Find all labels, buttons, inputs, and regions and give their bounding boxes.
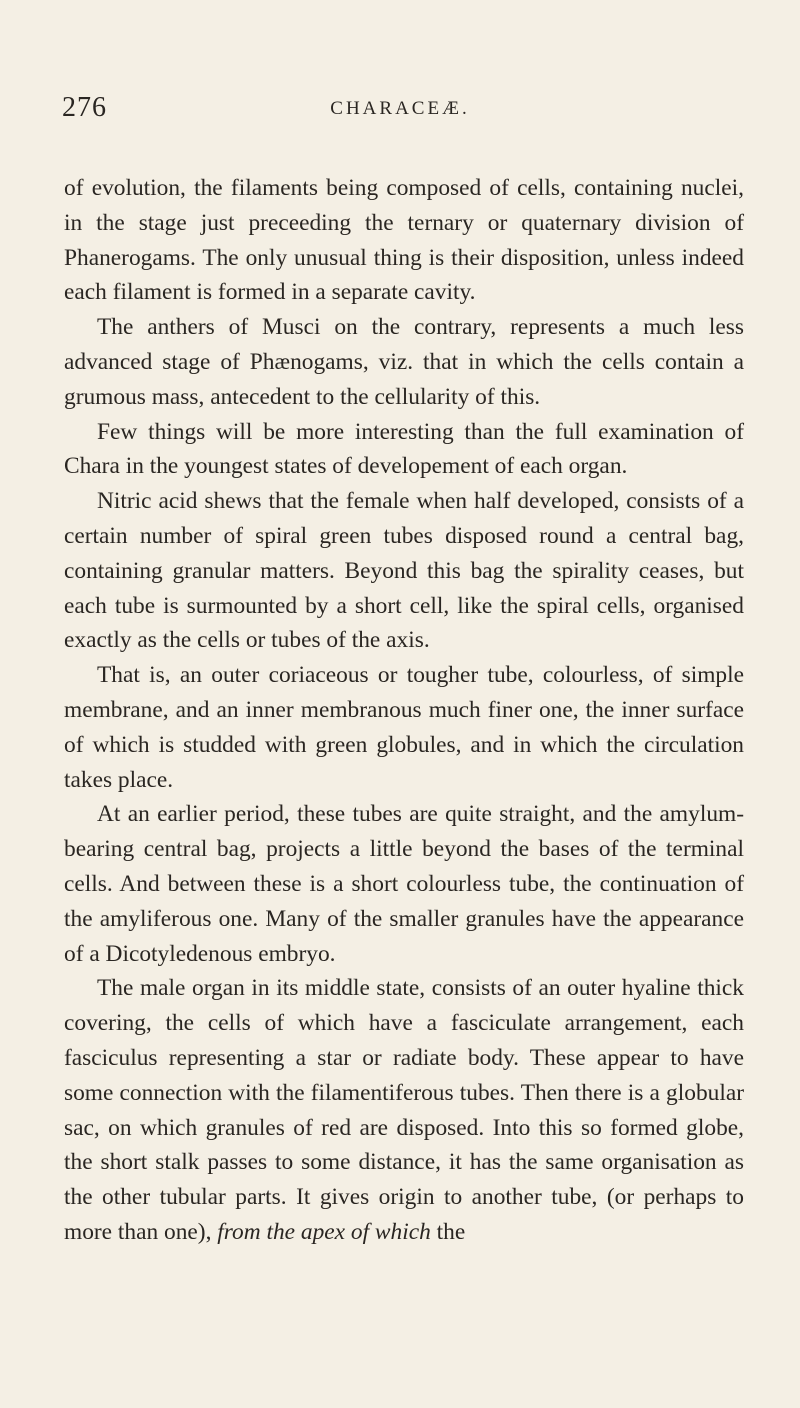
body-text — [64, 171, 744, 1250]
paragraph-4: Nitric acid shews that the female when half developed, consists of a certain number of spiral green tubes disposed round a central bag, containing granular matters. Beyond this bag the spirality ceases, but each tube is surmounted by a short cell, like the spiral cells, organised exactly as the cells or tubes of the axis. — [64, 488, 744, 654]
running-head: CHARACEÆ. — [330, 98, 470, 119]
paragraph-7-tail: the — [430, 1218, 466, 1245]
paragraph-2: The anthers of Musci on the contrary, represents a much less advanced stage of Phænogams, viz. that in which the cells contain a grumous mass, antecedent to the cellularity of this. — [64, 314, 744, 410]
paragraph-3: Few things will be more interesting than the full examination of Chara in the youngest states of developement of each organ. — [64, 418, 744, 480]
paragraph-5: That is, an outer coriaceous or tougher tube, colourless, of simple membrane, and an inner membranous much finer one, the inner surface of which is studded with green globules, and in which the circulation takes place. — [64, 662, 744, 793]
page-number: 276 — [62, 92, 107, 123]
paragraph-1: of evolution, the filaments being composed of cells, containing nuclei, in the stage just preceeding the ternary or quaternary division of Phanerogams. The only unusual thing is their disposition, unless indeed each filament is formed in a separate cavity. — [64, 175, 744, 306]
paragraph-7 — [64, 971, 744, 1249]
paragraph-6: At an earlier period, these tubes are quite straight, and the amylum-bearing central bag, projects a little beyond the bases of the terminal cells. And between these is a short colourless tube, the continuation of the amyliferous one. Many of the smaller granules have the appearance of a Dicotyledenous embryo. — [64, 801, 744, 967]
page-header — [62, 92, 738, 132]
paragraph-7-italic: from the apex of which — [217, 1218, 431, 1245]
paragraph-7-text: The male organ in its middle state, consists of an outer hyaline thick covering, the cells of which have a fasciculate arrangement, each fasciculus representing a star or radiate body. These appear to have some connection with the filamentiferous tubes. Then there is a globular sac, on which granules of red are disposed. Into this so formed globe, the short stalk passes to some distance, it has the same organisation as the other tubular parts. It gives origin to another tube, (or perhaps to more than one), — [64, 975, 744, 1245]
